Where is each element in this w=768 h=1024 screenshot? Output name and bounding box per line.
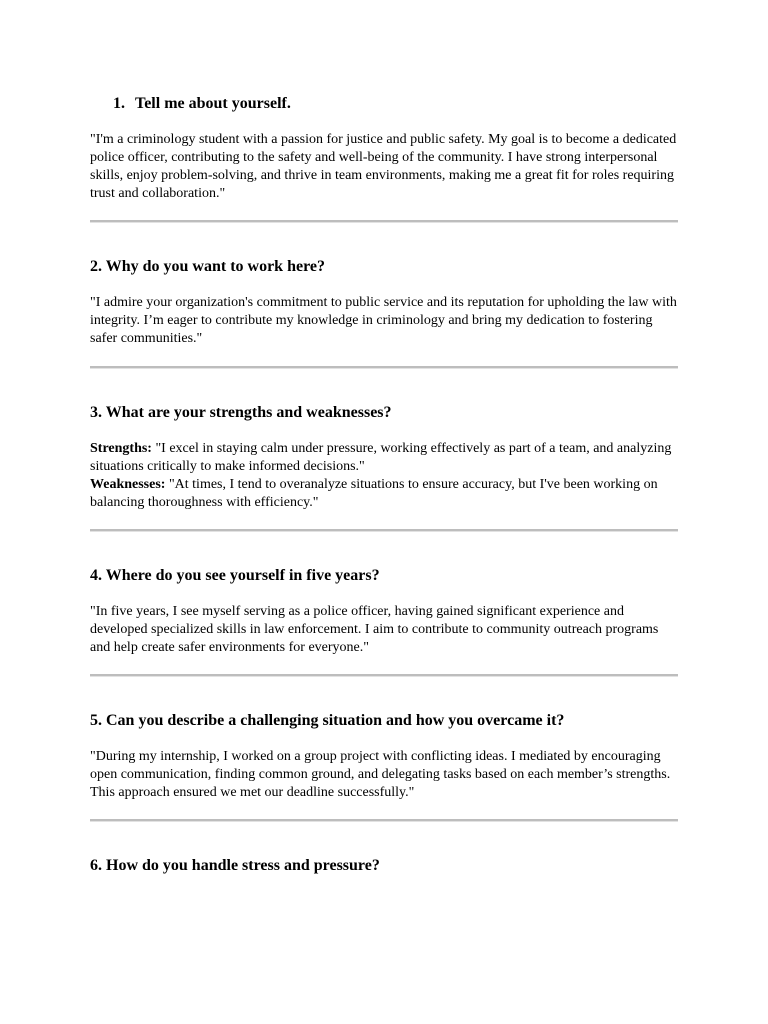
question-1-number: 1.	[113, 95, 125, 112]
question-3-heading: 3. What are your strengths and weaknesses?	[90, 404, 392, 421]
question-4-heading: 4. Where do you see yourself in five years?	[90, 567, 380, 584]
divider-4	[90, 674, 678, 677]
divider-5	[90, 819, 678, 822]
question-5-answer: "During my internship, I worked on a group project with conflicting ideas. I mediated by encouraging open communication, finding common ground, and delegating tasks based on each member’s strengths. This approach ensured we met our deadline successfully."	[90, 749, 671, 800]
question-1-title: Tell me about yourself.	[135, 95, 291, 112]
question-2-heading: 2. Why do you want to work here?	[90, 258, 325, 275]
question-1-heading	[113, 94, 291, 114]
divider-3	[90, 529, 678, 532]
divider-2	[90, 366, 678, 369]
question-3-answer	[90, 440, 678, 512]
question-6-heading: 6. How do you handle stress and pressure?	[90, 857, 380, 874]
question-4-answer: "In five years, I see myself serving as a police officer, having gained significant experience and developed specialized skills in law enforcement. I aim to contribute to community outreach programs and help create safer environments for everyone."	[90, 604, 659, 655]
question-5-heading: 5. Can you describe a challenging situation and how you overcame it?	[90, 712, 565, 729]
question-2-answer: "I admire your organization's commitment to public service and its reputation for upholding the law with integrity. I’m eager to contribute my knowledge in criminology and bring my dedication to fostering safer communities."	[90, 295, 677, 346]
weaknesses-text: "At times, I tend to overanalyze situations to ensure accuracy, but I've been working on balancing thoroughness with efficiency."	[90, 477, 658, 510]
weaknesses-label: Weaknesses:	[90, 477, 166, 492]
strengths-text: "I excel in staying calm under pressure, working effectively as part of a team, and analyzing situations critically to make informed decisions."	[90, 441, 672, 474]
strengths-label: Strengths:	[90, 441, 152, 456]
divider-1	[90, 220, 678, 223]
question-1-answer: "I'm a criminology student with a passion for justice and public safety. My goal is to become a dedicated police officer, contributing to the safety and well-being of the community. I have strong interpersonal skills, enjoy problem-solving, and thrive in team environments, making me a great fit for roles requiring trust and collaboration."	[90, 132, 677, 201]
